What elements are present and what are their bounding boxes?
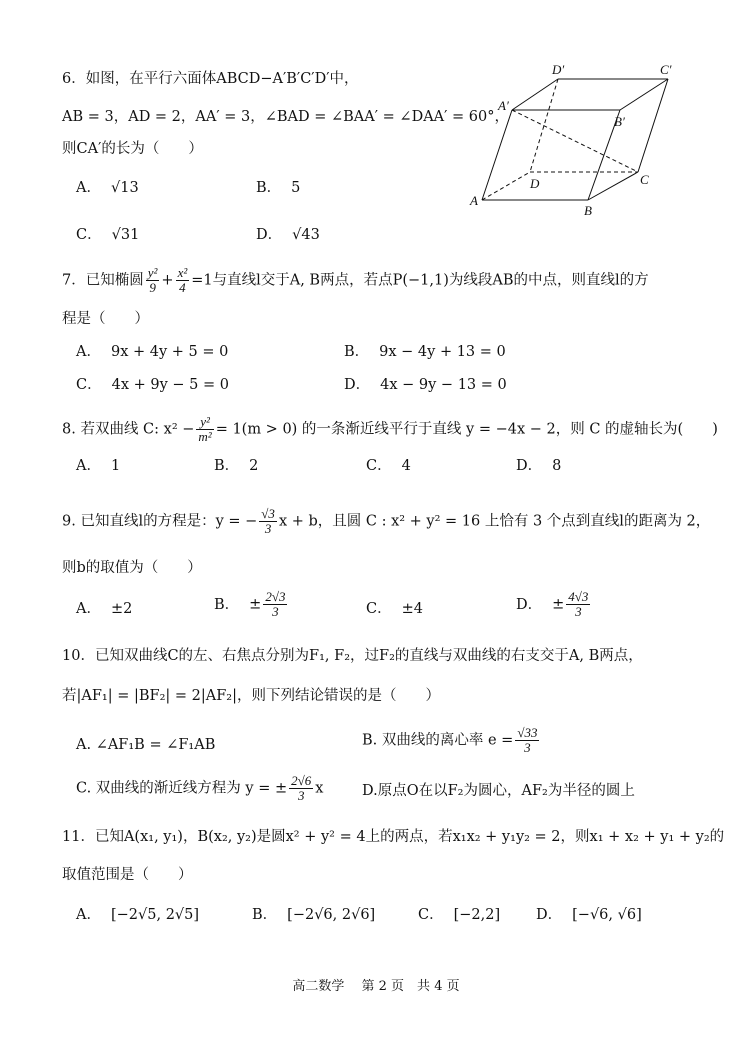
label-b-prime: B′: [614, 114, 625, 129]
q6-line3: 则CA′的长为（ ）: [62, 141, 203, 157]
label-c-prime: C′: [660, 62, 672, 77]
q10-option-c: C. 双曲线的渐近线方程为 y = ± $\frac{2√6}{3}$ x: [76, 773, 324, 803]
q6-line1: 6．如图，在平行六面体ABCD−A′B′C′D′中，: [62, 71, 359, 87]
q9-line1: 9. 已知直线l的方程是：y = − $\frac{√3}{3}$ x + b，且圆 C : x² + y² = 16 上恰有 3 个点到直线l的距离为 2，: [62, 506, 711, 536]
label-a-prime: A′: [498, 98, 509, 113]
q10-option-d: D.原点O在以F₂为圆心，AF₂为半径的圆上: [362, 783, 635, 799]
q9-option-c: C． ±4: [366, 601, 423, 617]
q11-option-b: B． [−2√6, 2√6]: [252, 907, 376, 923]
label-c: C: [640, 172, 649, 187]
label-b: B: [584, 203, 592, 218]
q7-line1: 7．已知椭圆 $\frac{\text{y²}}{9}$ + $\frac{\text{x²}}{4}$ =1与直线l交于A, B两点，若点P(−1,1)为线段AB的中点，则直线l的方: [62, 265, 649, 295]
q8-line1: 8. 若双曲线 C: x² − $\frac{\text{y²}}{\text{m²}}$ = 1(m > 0) 的一条渐近线平行于直线 y = −4x − 2，则 C 的虚轴长为( ): [62, 414, 718, 444]
q6-line2: AB = 3，AD = 2，AA′ = 3，∠BAD = ∠BAA′ = ∠DAA′ = 60°，: [62, 109, 509, 125]
q9-option-a: A． ±2: [76, 601, 133, 617]
q10-line2: 若|AF₁| = |BF₂| = 2|AF₂|，则下列结论错误的是（ ）: [62, 688, 440, 704]
q9-option-d: D． ± $\frac{4√3}{3}$: [516, 589, 589, 619]
q10-line1: 10．已知双曲线C的左、右焦点分别为F₁, F₂，过F₂的直线与双曲线的右支交于A, B两点，: [62, 648, 643, 664]
q6-option-b: B． 5: [256, 180, 301, 196]
q11-option-d: D． [−√6, √6]: [536, 907, 642, 923]
q8-option-c: C． 4: [366, 458, 411, 474]
q7-frac1: $\frac{\text{y²}}{9}$: [147, 265, 158, 295]
q9-line2: 则b的取值为（ ）: [62, 560, 202, 576]
q10-option-b: B. 双曲线的离心率 e = $\frac{√33}{3}$: [362, 725, 538, 755]
q6-option-d: D． √43: [256, 227, 320, 243]
q11-option-c: C． [−2,2]: [418, 907, 501, 923]
q8-option-d: D． 8: [516, 458, 562, 474]
q10-option-a: A. ∠AF₁B = ∠F₁AB: [76, 737, 216, 753]
q8-option-b: B． 2: [214, 458, 259, 474]
q7-frac2: $\frac{\text{x²}}{4}$: [177, 265, 188, 295]
parallelepiped-figure: [468, 62, 688, 222]
q6-option-a: A． √13: [76, 180, 139, 196]
q8-frac: $\frac{\text{y²}}{\text{m²}}$: [198, 414, 212, 444]
q7-option-b: B． 9x − 4y + 13 = 0: [344, 344, 506, 360]
q7-option-d: D． 4x − 9y − 13 = 0: [344, 377, 507, 393]
q9-option-b: B． ± $\frac{2√3}{3}$: [214, 589, 286, 619]
q11-line1: 11．已知A(x₁, y₁)，B(x₂, y₂)是圆x² + y² = 4上的两点，若x₁x₂ + y₁y₂ = 2，则x₁ + x₂ + y₁ + y₂的: [62, 829, 725, 845]
label-d-prime: D′: [552, 62, 565, 77]
label-d: D: [530, 176, 540, 191]
q6-option-c: C． √31: [76, 227, 140, 243]
q11-option-a: A． [−2√5, 2√5]: [76, 907, 200, 923]
q8-option-a: A． 1: [76, 458, 121, 474]
q9-frac: $\frac{√3}{3}$: [261, 506, 275, 536]
q11-line2: 取值范围是（ ）: [62, 867, 193, 883]
label-a: A: [470, 193, 478, 208]
q7-option-c: C． 4x + 9y − 5 = 0: [76, 377, 229, 393]
page-footer: 高二数学 第 2 页 共 4 页: [292, 979, 460, 994]
q7-option-a: A． 9x + 4y + 5 = 0: [76, 344, 229, 360]
q7-line2: 程是（ ）: [62, 311, 149, 327]
